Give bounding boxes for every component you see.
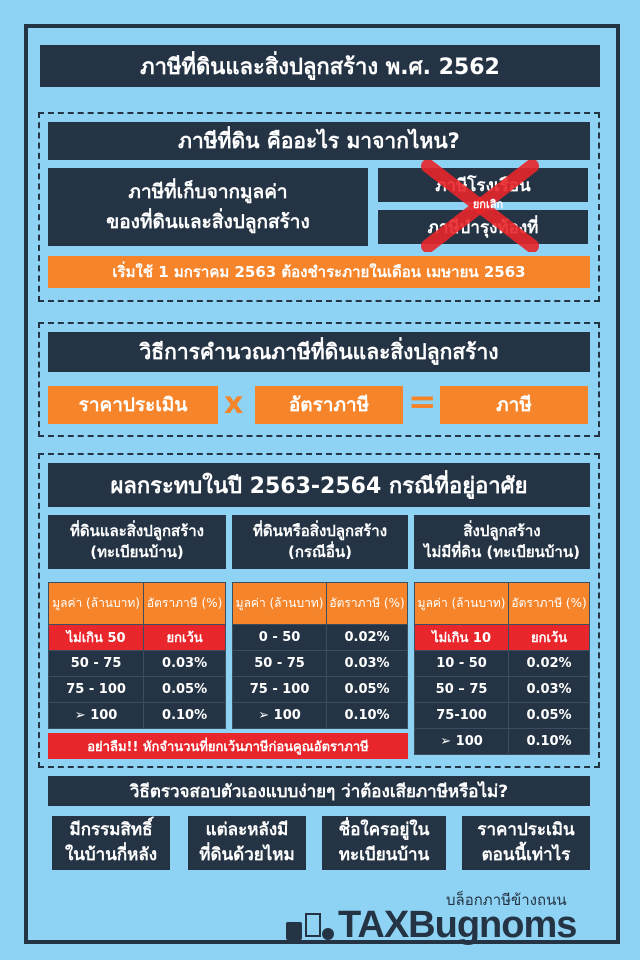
table-cell: 50 – 75: [415, 677, 509, 703]
table-cell: 75-100: [415, 703, 509, 729]
table-row: [49, 651, 226, 677]
column1-head-line1: ที่ดินและสิ่งปลูกสร้าง: [69, 522, 205, 540]
table-cell: ➢ 100: [49, 703, 144, 729]
start-date-note: เริ่มใช้ 1 มกราคม 2563 ต้องชำระภายในเดือน เมษายน 2563: [48, 256, 590, 288]
table-row: [233, 625, 408, 651]
question-line1: แต่ละหลังมี: [205, 820, 289, 840]
section4-title: วิธีตรวจสอบตัวเองแบบง่ายๆ ว่าต้องเสียภาษีหรือไม่?: [48, 776, 590, 806]
column3-head-line2: ไม่มีที่ดิน (ทะเบียนบ้าน): [424, 543, 580, 561]
question-land: [188, 816, 306, 870]
question-line2: ที่ดินด้วยไหม: [199, 845, 295, 865]
rate-table-1: [48, 582, 226, 729]
table-cell: 0.05%: [509, 703, 590, 729]
rate-header: อัตราภาษี (%): [509, 583, 590, 625]
table-cell: ไม่เกิน 10: [415, 625, 509, 651]
table-header-row: [233, 583, 408, 625]
rate-header: อัตราภาษี (%): [144, 583, 226, 625]
table-row: [415, 677, 590, 703]
column3-head-line1: สิ่งปลูกสร้าง: [463, 522, 541, 540]
question-appraisal: [462, 816, 590, 870]
column2-head-line1: ที่ดินหรือสิ่งปลูกสร้าง: [252, 522, 388, 540]
old-tax-local: ภาษีบำรุงท้องที่: [378, 210, 588, 244]
multiply-icon: x: [224, 386, 244, 421]
question-registration: [322, 816, 446, 870]
formula-appraisal: ราคาประเมิน: [48, 386, 218, 424]
formula-rate: อัตราภาษี: [255, 386, 403, 424]
table-cell: 0.05%: [144, 677, 226, 703]
section1-title: ภาษีที่ดิน คืออะไร มาจากไหน?: [48, 122, 590, 160]
value-header: มูลค่า (ล้านบาท): [415, 583, 509, 625]
table-row: [415, 651, 590, 677]
table-cell: 0.10%: [144, 703, 226, 729]
rate-header: อัตราภาษี (%): [327, 583, 408, 625]
table-cell: 75 - 100: [49, 677, 144, 703]
table-cell: ➢ 100: [233, 703, 327, 729]
table-cell: 0.02%: [509, 651, 590, 677]
table-row: [233, 651, 408, 677]
column3-header: [414, 515, 590, 569]
rate-table-2: [232, 582, 408, 729]
equals-icon: =: [408, 382, 437, 422]
table-cell: 0.02%: [327, 625, 408, 651]
tax-definition: [48, 168, 368, 246]
question-line2: ตอนนี้เท่าไร: [481, 845, 571, 865]
table-row: [49, 677, 226, 703]
value-header: มูลค่า (ล้านบาท): [49, 583, 144, 625]
table-cell: ไม่เกิน 50: [49, 625, 144, 651]
column1-header: [48, 515, 226, 569]
table-cell: ยกเว้น: [144, 625, 226, 651]
table-row: [415, 729, 590, 755]
tax-doodle-icon: [282, 908, 336, 944]
value-header: มูลค่า (ล้านบาท): [233, 583, 327, 625]
section3-title: ผลกระทบในปี 2563-2564 กรณีที่อยู่อาศัย: [48, 463, 590, 507]
page-title: ภาษีที่ดินและสิ่งปลูกสร้าง พ.ศ. 2562: [40, 45, 600, 87]
table-cell: 50 - 75: [49, 651, 144, 677]
table-cell: ➢ 100: [415, 729, 509, 755]
question-line2: ในบ้านกี่หลัง: [64, 845, 158, 865]
table-row: [415, 625, 590, 651]
table-cell: 0.05%: [327, 677, 408, 703]
column2-head-line2: (กรณีอื่น): [287, 543, 353, 561]
table-header-row: [415, 583, 590, 625]
table-cell: ยกเว้น: [509, 625, 590, 651]
table-header-row: [49, 583, 226, 625]
rate-table-3: [414, 582, 590, 755]
exemption-warning: อย่าลืม!! หักจำนวนที่ยกเว้นภาษีก่อนคูณอัตราภาษี: [48, 733, 408, 759]
table-cell: 0 - 50: [233, 625, 327, 651]
table-row: [233, 703, 408, 729]
table-row: [49, 703, 226, 729]
table-row: [415, 703, 590, 729]
brand-subtitle: บล็อกภาษีข้างถนน: [446, 891, 567, 909]
table-cell: 75 - 100: [233, 677, 327, 703]
section2-title: วิธีการคำนวณภาษีที่ดินและสิ่งปลูกสร้าง: [48, 332, 590, 372]
table-row: [49, 625, 226, 651]
table-row: [233, 677, 408, 703]
column2-header: [232, 515, 408, 569]
table-cell: 0.10%: [509, 729, 590, 755]
definition-line1: ภาษีที่เก็บจากมูลค่า: [128, 181, 288, 203]
table-cell: 0.03%: [144, 651, 226, 677]
table-cell: 0.10%: [327, 703, 408, 729]
column1-head-line2: (ทะเบียนบ้าน): [90, 543, 184, 561]
question-line1: ราคาประเมิน: [477, 820, 575, 840]
question-line1: มีกรรมสิทธิ์: [69, 820, 153, 840]
question-line2: ทะเบียนบ้าน: [338, 845, 430, 865]
table-cell: 0.03%: [327, 651, 408, 677]
question-line1: ชื่อใครอยู่ใน: [338, 820, 430, 840]
question-ownership: [52, 816, 170, 870]
formula-result: ภาษี: [440, 386, 588, 424]
table-cell: 50 - 75: [233, 651, 327, 677]
old-tax-building: ภาษีโรงเรือน: [378, 168, 588, 202]
brand-logo: TAXBugnoms: [338, 904, 577, 946]
table-cell: 0.03%: [509, 677, 590, 703]
cancelled-label: ยกเลิก: [472, 198, 504, 211]
table-cell: 10 - 50: [415, 651, 509, 677]
definition-line2: ของที่ดินและสิ่งปลูกสร้าง: [106, 211, 310, 233]
